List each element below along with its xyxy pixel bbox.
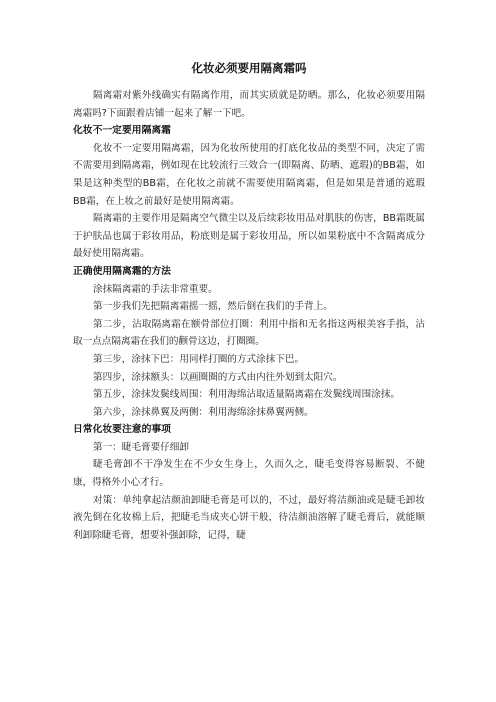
paragraph: 第一：睫毛膏要仔细卸 bbox=[93, 441, 189, 453]
paragraph: 第一步我们先把隔离霜摇一摇，然后倒在我们的手背上。 bbox=[93, 301, 333, 313]
section-heading: 日常化妆要注意的事项 bbox=[73, 424, 171, 436]
paragraph: 第四步，涂抹额头：以画圈圈的方式由内往外划到太阳穴。 bbox=[93, 371, 343, 383]
paragraph: 对策：单纯拿起洁颜油卸睫毛膏是可以的，不过，最好将洁颜油或是睫毛卸妆液先倒在化妆棉上后，把睫毛当成夹心饼干般，待洁颜油溶解了睫毛膏后，就能顺利卸除睫毛膏，想要补强卸除，记得，睫 bbox=[73, 494, 425, 541]
paragraph: 第二步，沾取隔离霜在额骨部位打圈：利用中指和无名指这两根美容手指，沾取一点点隔离霜在我们的颧骨这边，打圈圈。 bbox=[73, 318, 425, 348]
document-body bbox=[73, 87, 425, 544]
document-page bbox=[73, 60, 425, 544]
paragraph: 涂抹隔离霜的手法非常重要。 bbox=[93, 283, 218, 295]
paragraph: 化妆不一定要用隔离霜，因为化妆所使用的打底化妆品的类型不同，决定了需不需要用到隔离霜，例如现在比较流行三效合一(即隔离、防晒、遮瑕)的BB霜，如果是这种类型的BB霜，在化妆之前就不需要使用隔离霜，但是如果是普通的遮瑕BB霜，在上妆之前最好是使用隔离霜。 bbox=[73, 142, 425, 207]
paragraph: 隔离霜对紫外线确实有隔离作用，而其实质就是防晒。那么，化妆必须要用隔离霜吗?下面跟着店铺一起来了解一下吧。 bbox=[73, 90, 425, 119]
paragraph: 睫毛膏卸不干净发生在不少女生身上，久而久之，睫毛变得容易断裂、不健康，得格外小心才行。 bbox=[73, 459, 425, 489]
paragraph: 隔离霜的主要作用是隔离空气微尘以及后续彩妆用品对肌肤的伤害，BB霜既属于护肤品也属于彩妆用品，粉底则是属于彩妆用品，所以如果粉底中不含隔离成分最好使用隔离霜。 bbox=[73, 213, 425, 260]
paragraph: 第三步，涂抹下巴：用同样打圈的方式涂抹下巴。 bbox=[93, 353, 305, 365]
document-title: 化妆必须要用隔离霜吗 bbox=[191, 61, 307, 75]
section-heading: 正确使用隔离霜的方法 bbox=[73, 265, 171, 277]
section-heading: 化妆不一定要用隔离霜 bbox=[73, 125, 171, 137]
paragraph: 第六步，涂抹鼻翼及两侧：利用海绵涂抹鼻翼两侧。 bbox=[93, 406, 314, 418]
paragraph: 第五步，涂抹发鬓线周围：利用海绵沾取适量隔离霜在发鬓线周围涂抹。 bbox=[93, 389, 400, 401]
